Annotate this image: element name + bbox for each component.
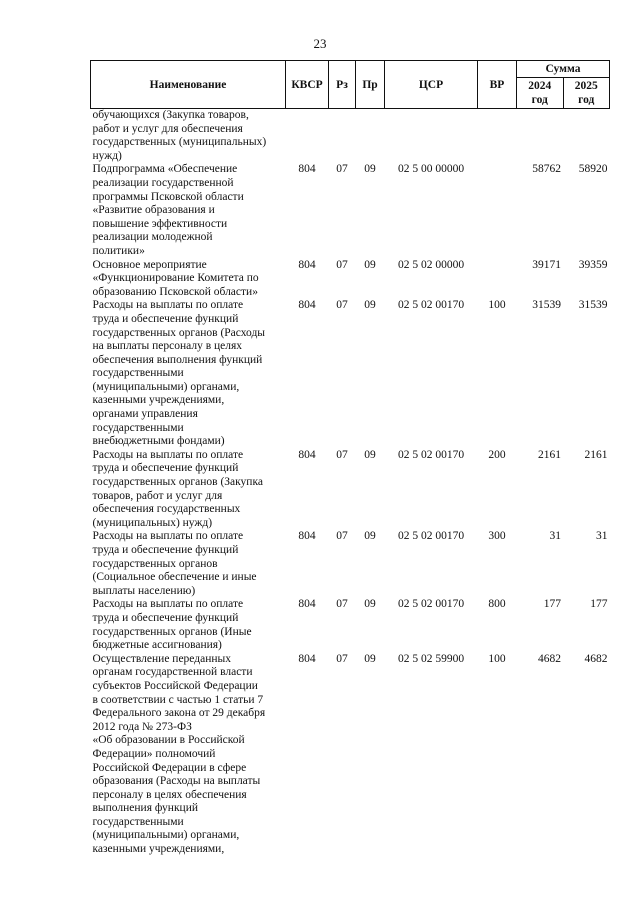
row-kvsr: [286, 109, 329, 164]
table-row: [91, 163, 610, 258]
row-rz: 07: [336, 299, 348, 312]
header-csr: ЦСР: [385, 61, 478, 109]
row-name: Осуществление переданных органам государственной власти субъектов Российской Федерации в соответствии с частью 1 статьи 7 Федерального закона от 29 декабря 2012 года № 273-ФЗ «Об образовании в Российской Федерации» полномочий Российской Федерации в сфере образования (Расходы на выплаты персоналу в целях обеспечения выполнения функций государственными (муниципальными) органами, казенными учреждениями,: [92, 652, 266, 856]
header-pr: Пр: [356, 61, 385, 109]
header-kvsr: КВСР: [286, 61, 329, 109]
table-row: [91, 109, 610, 164]
row-pr: 09: [364, 299, 376, 312]
row-pr: 09: [364, 258, 376, 271]
row-2025: 31539: [578, 299, 608, 312]
row-csr: [385, 109, 478, 164]
row-pr: 09: [364, 652, 376, 665]
header-sum: Сумма: [517, 61, 610, 78]
row-2024: [517, 109, 564, 164]
row-rz: 07: [336, 652, 348, 665]
row-name: Расходы на выплаты по оплате труда и обеспечение функций государственных органов (Расходы на выплаты персоналу в целях обеспечения выполнения функций государственными (муниципальными) органами, казенными учреждениями, органами управления государственными внебюджетными фондами): [92, 299, 266, 448]
row-2025: 31: [596, 530, 608, 543]
row-csr: 02 5 02 00170: [397, 299, 465, 312]
row-kvsr: 804: [298, 448, 316, 461]
row-kvsr: 804: [298, 530, 316, 543]
row-2024: 2161: [538, 448, 561, 461]
row-2024: 58762: [532, 163, 561, 176]
row-rz: 07: [336, 448, 348, 461]
row-2025: 58920: [578, 163, 608, 176]
row-kvsr: 804: [298, 258, 316, 271]
row-2024: 31: [549, 530, 561, 543]
row-pr: 09: [364, 598, 376, 611]
row-name: Расходы на выплаты по оплате труда и обеспечение функций государственных органов (Иные бюджетные ассигнования): [92, 598, 252, 652]
row-vr: 300: [488, 530, 506, 543]
row-name: Основное мероприятие «Функционирование Комитета по образованию Псковской области»: [92, 258, 259, 298]
row-rz: 07: [336, 598, 348, 611]
row-2024: 31539: [532, 299, 561, 312]
row-pr: [356, 109, 385, 164]
row-csr: 02 5 02 59900: [397, 652, 465, 665]
row-name: обучающихся (Закупка товаров, работ и услуг для обеспечения государственных (муниципальных) нужд): [92, 109, 267, 162]
table-row: [91, 449, 610, 531]
row-vr: 200: [488, 448, 506, 461]
row-2024: 39171: [532, 258, 561, 271]
budget-table: [90, 60, 610, 857]
row-csr: 02 5 00 00000: [397, 163, 465, 176]
table-row: [91, 299, 610, 449]
row-csr: 02 5 02 00170: [397, 598, 465, 611]
row-rz: [329, 109, 356, 164]
row-rz: 07: [336, 163, 348, 176]
header-name: Наименование: [91, 61, 286, 109]
row-vr: [478, 163, 517, 258]
row-vr: 100: [488, 652, 506, 665]
row-kvsr: 804: [298, 598, 316, 611]
header-vr: ВР: [478, 61, 517, 109]
row-2025: 177: [590, 598, 608, 611]
row-kvsr: 804: [298, 299, 316, 312]
row-2025: [563, 109, 610, 164]
row-rz: 07: [336, 530, 348, 543]
row-kvsr: 804: [298, 652, 316, 665]
row-csr: 02 5 02 00000: [397, 258, 465, 271]
row-rz: 07: [336, 258, 348, 271]
row-vr: [478, 109, 517, 164]
row-csr: 02 5 02 00170: [397, 530, 465, 543]
table-body: [91, 109, 610, 857]
row-2025: 4682: [584, 652, 608, 665]
row-name: Расходы на выплаты по оплате труда и обеспечение функций государственных органов (Закупка товаров, работ и услуг для обеспечения государственных (муниципальных) нужд): [92, 448, 263, 529]
table-row: [91, 259, 610, 300]
table-row: [91, 653, 610, 857]
header-2024: 2024 год: [517, 78, 564, 109]
row-name: Подпрограмма «Обеспечение реализации государственной программы Псковской области «Развитие образования и повышение эффективности реализации молодежной политики»: [92, 163, 244, 257]
row-vr: 100: [488, 299, 506, 312]
row-name: Расходы на выплаты по оплате труда и обеспечение функций государственных органов (Социальное обеспечение и иные выплаты населению): [92, 530, 257, 597]
table-header: [91, 61, 610, 109]
page-number: 23: [313, 36, 327, 51]
row-2024: 4682: [538, 652, 561, 665]
row-vr: [478, 259, 517, 300]
row-vr: 800: [488, 598, 506, 611]
row-2025: 39359: [578, 258, 608, 271]
row-2024: 177: [543, 598, 561, 611]
row-pr: 09: [364, 448, 376, 461]
table-row: [91, 530, 610, 598]
header-rz: Рз: [329, 61, 356, 109]
table-row: [91, 598, 610, 652]
row-kvsr: 804: [298, 163, 316, 176]
row-pr: 09: [364, 530, 376, 543]
row-2025: 2161: [584, 448, 608, 461]
row-pr: 09: [364, 163, 376, 176]
header-2025: 2025 год: [563, 78, 610, 109]
row-csr: 02 5 02 00170: [397, 448, 465, 461]
